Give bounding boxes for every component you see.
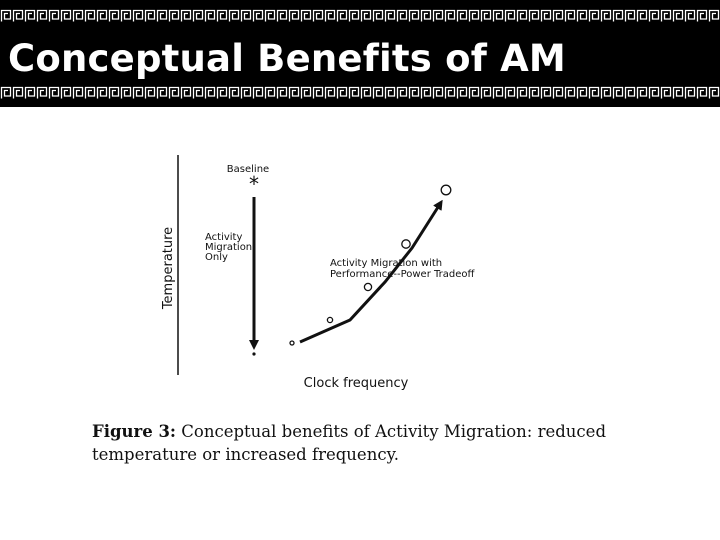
slide-title: Conceptual Benefits of AM — [8, 37, 566, 80]
title-banner — [0, 0, 720, 107]
tradeoff-label-line1: Activity Migration with — [330, 258, 443, 269]
operating-point-3 — [364, 283, 371, 290]
baseline-marker: * — [249, 172, 259, 196]
figure-caption — [92, 420, 652, 466]
caption-text: Conceptual benefits of Activity Migration: reduced temperature or increased frequency. — [92, 422, 607, 464]
tradeoff-label-line2: Performance--Power Tradeoff — [330, 269, 475, 280]
am-only-label-line3: Only — [205, 252, 228, 263]
greek-key-border-bottom — [0, 86, 720, 100]
caption-label: Figure 3: — [92, 422, 177, 441]
y-axis-label: Temperature — [161, 226, 176, 310]
am-only-label-line2: Migration — [205, 242, 253, 253]
greek-key-border-top — [0, 9, 720, 23]
am-only-end-point — [252, 352, 255, 355]
baseline-label: Baseline — [226, 164, 270, 175]
am-only-label-line1: Activity — [205, 232, 243, 243]
operating-point-4 — [402, 240, 410, 248]
operating-point-5 — [441, 185, 451, 195]
operating-point-2 — [327, 317, 332, 322]
x-axis-label: Clock frequency — [303, 376, 409, 391]
operating-point-1 — [290, 341, 294, 345]
am-concept-figure — [150, 140, 540, 395]
